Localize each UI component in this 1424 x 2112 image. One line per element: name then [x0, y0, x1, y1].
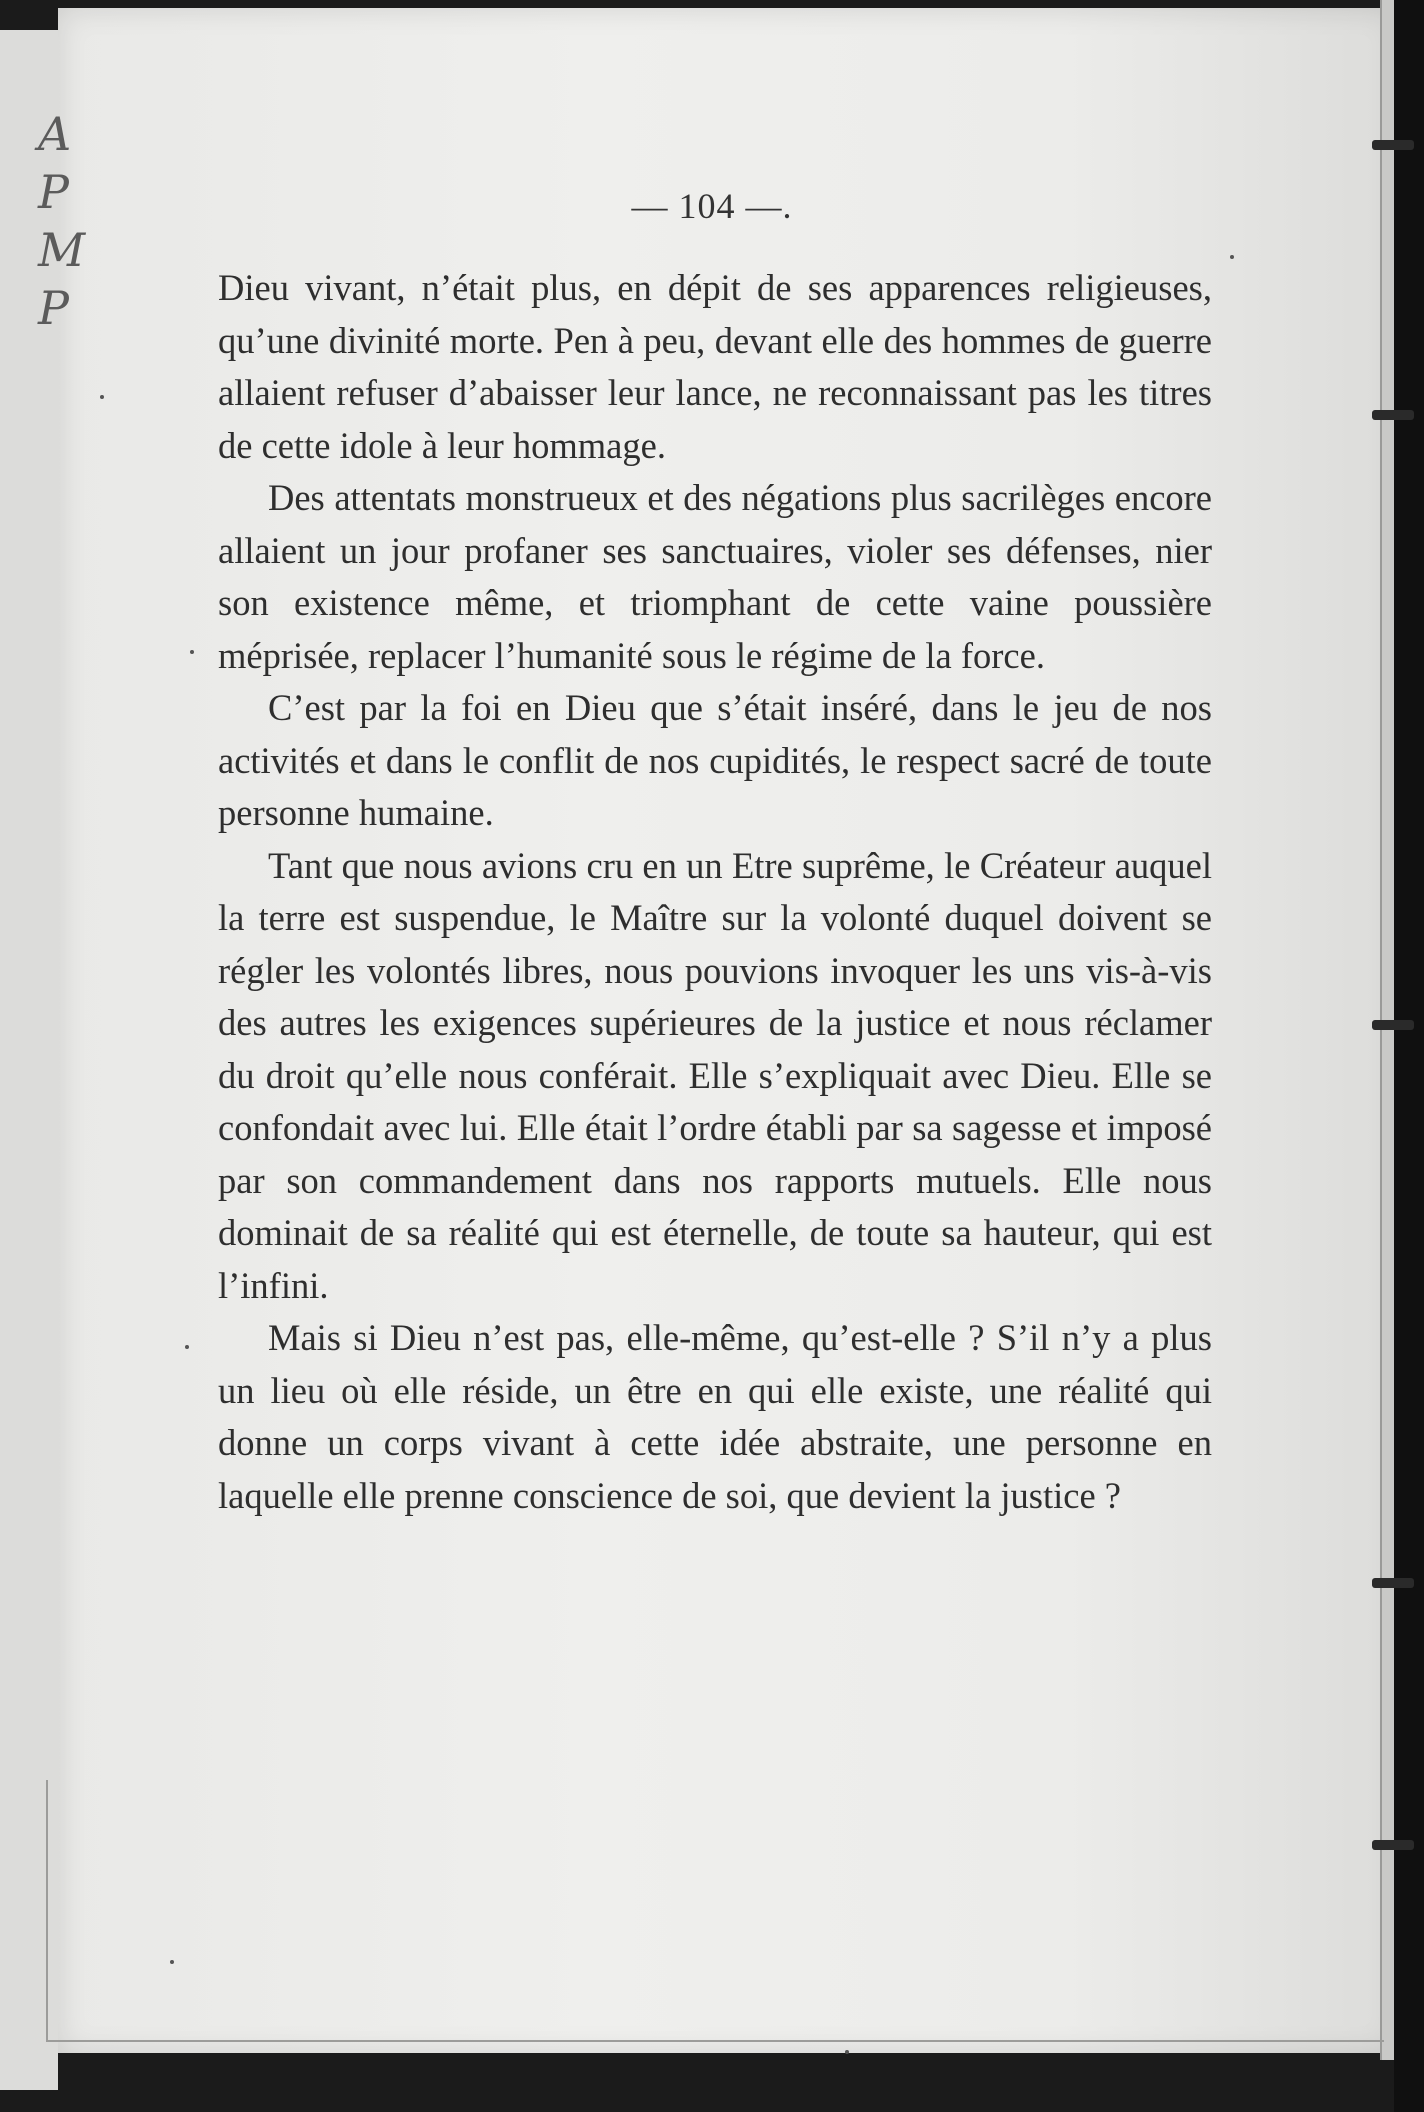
frame-line-bottom	[46, 2040, 1384, 2042]
paragraph: Tant que nous avions cru en un Etre suprême, le Créateur auquel la terre est suspendue, le Maître sur la volonté duquel doivent se régler les volontés libres, nous pouvions invoquer les uns vis-à-vis des autres les exigences supérieures de la justice et nous réclamer du droit qu’elle nous conférait. Elle s’expliquait avec Dieu. Elle se confondait avec lui. Elle était l’ordre établi par sa sagesse et imposé par son commandement dans nos rapports mutuels. Elle nous dominait de sa réalité qui est éternelle, de toute sa hauteur, qui est l’infini.	[218, 844, 1212, 1306]
paragraph: C’est par la foi en Dieu que s’était inséré, dans le jeu de nos activités et dans le conflit de nos cupidités, le respect sacré de toute personne humaine.	[218, 687, 1212, 833]
binding-shadow	[1394, 0, 1424, 2112]
binding-stitch	[1372, 1020, 1414, 1030]
paragraph: Mais si Dieu n’est pas, elle-même, qu’est-elle ? S’il n’y a plus un lieu où elle réside, un être en qui elle existe, une réalité qui donne un corps vivant à cette idée abstraite, une personne en laquelle elle prenne conscience de soi, que devient la justice ?	[218, 1317, 1212, 1516]
paragraph: Des attentats monstrueux et des négations plus sacrilèges encore allaient un jour profaner ses sanctuaires, violer ses défenses, nier son existence même, et triomphant de cette vaine poussière méprisée, replacer l’humanité sous le régime de la force.	[218, 477, 1212, 676]
dust-speck	[185, 1345, 189, 1349]
binding-stitch	[1372, 1840, 1414, 1850]
margin-letter: P	[38, 165, 69, 219]
margin-letter: P	[38, 281, 69, 335]
binding-stitch	[1372, 410, 1414, 420]
binding-stitch	[1372, 1578, 1414, 1588]
binding-stitch	[1372, 140, 1414, 150]
dust-speck	[100, 395, 104, 399]
dust-speck	[190, 650, 194, 654]
margin-letter: M	[38, 223, 86, 277]
frame-line-left	[46, 1780, 48, 2042]
page-number: — 104 —.	[631, 186, 793, 226]
dust-speck	[845, 2050, 849, 2054]
left-margin-strip	[0, 30, 58, 2090]
body-text	[218, 262, 1212, 1522]
paragraph: Dieu vivant, n’était plus, en dépit de ses apparences religieuses, qu’une divinité morte. Pen à peu, devant elle des hommes de guerre allaient refuser d’abaisser leur lance, ne reconnaissant pas les titres de cette idole à leur hommage.	[218, 267, 1212, 466]
dust-speck	[170, 1960, 174, 1964]
dust-speck	[1230, 255, 1234, 259]
margin-letter: A	[38, 107, 72, 161]
